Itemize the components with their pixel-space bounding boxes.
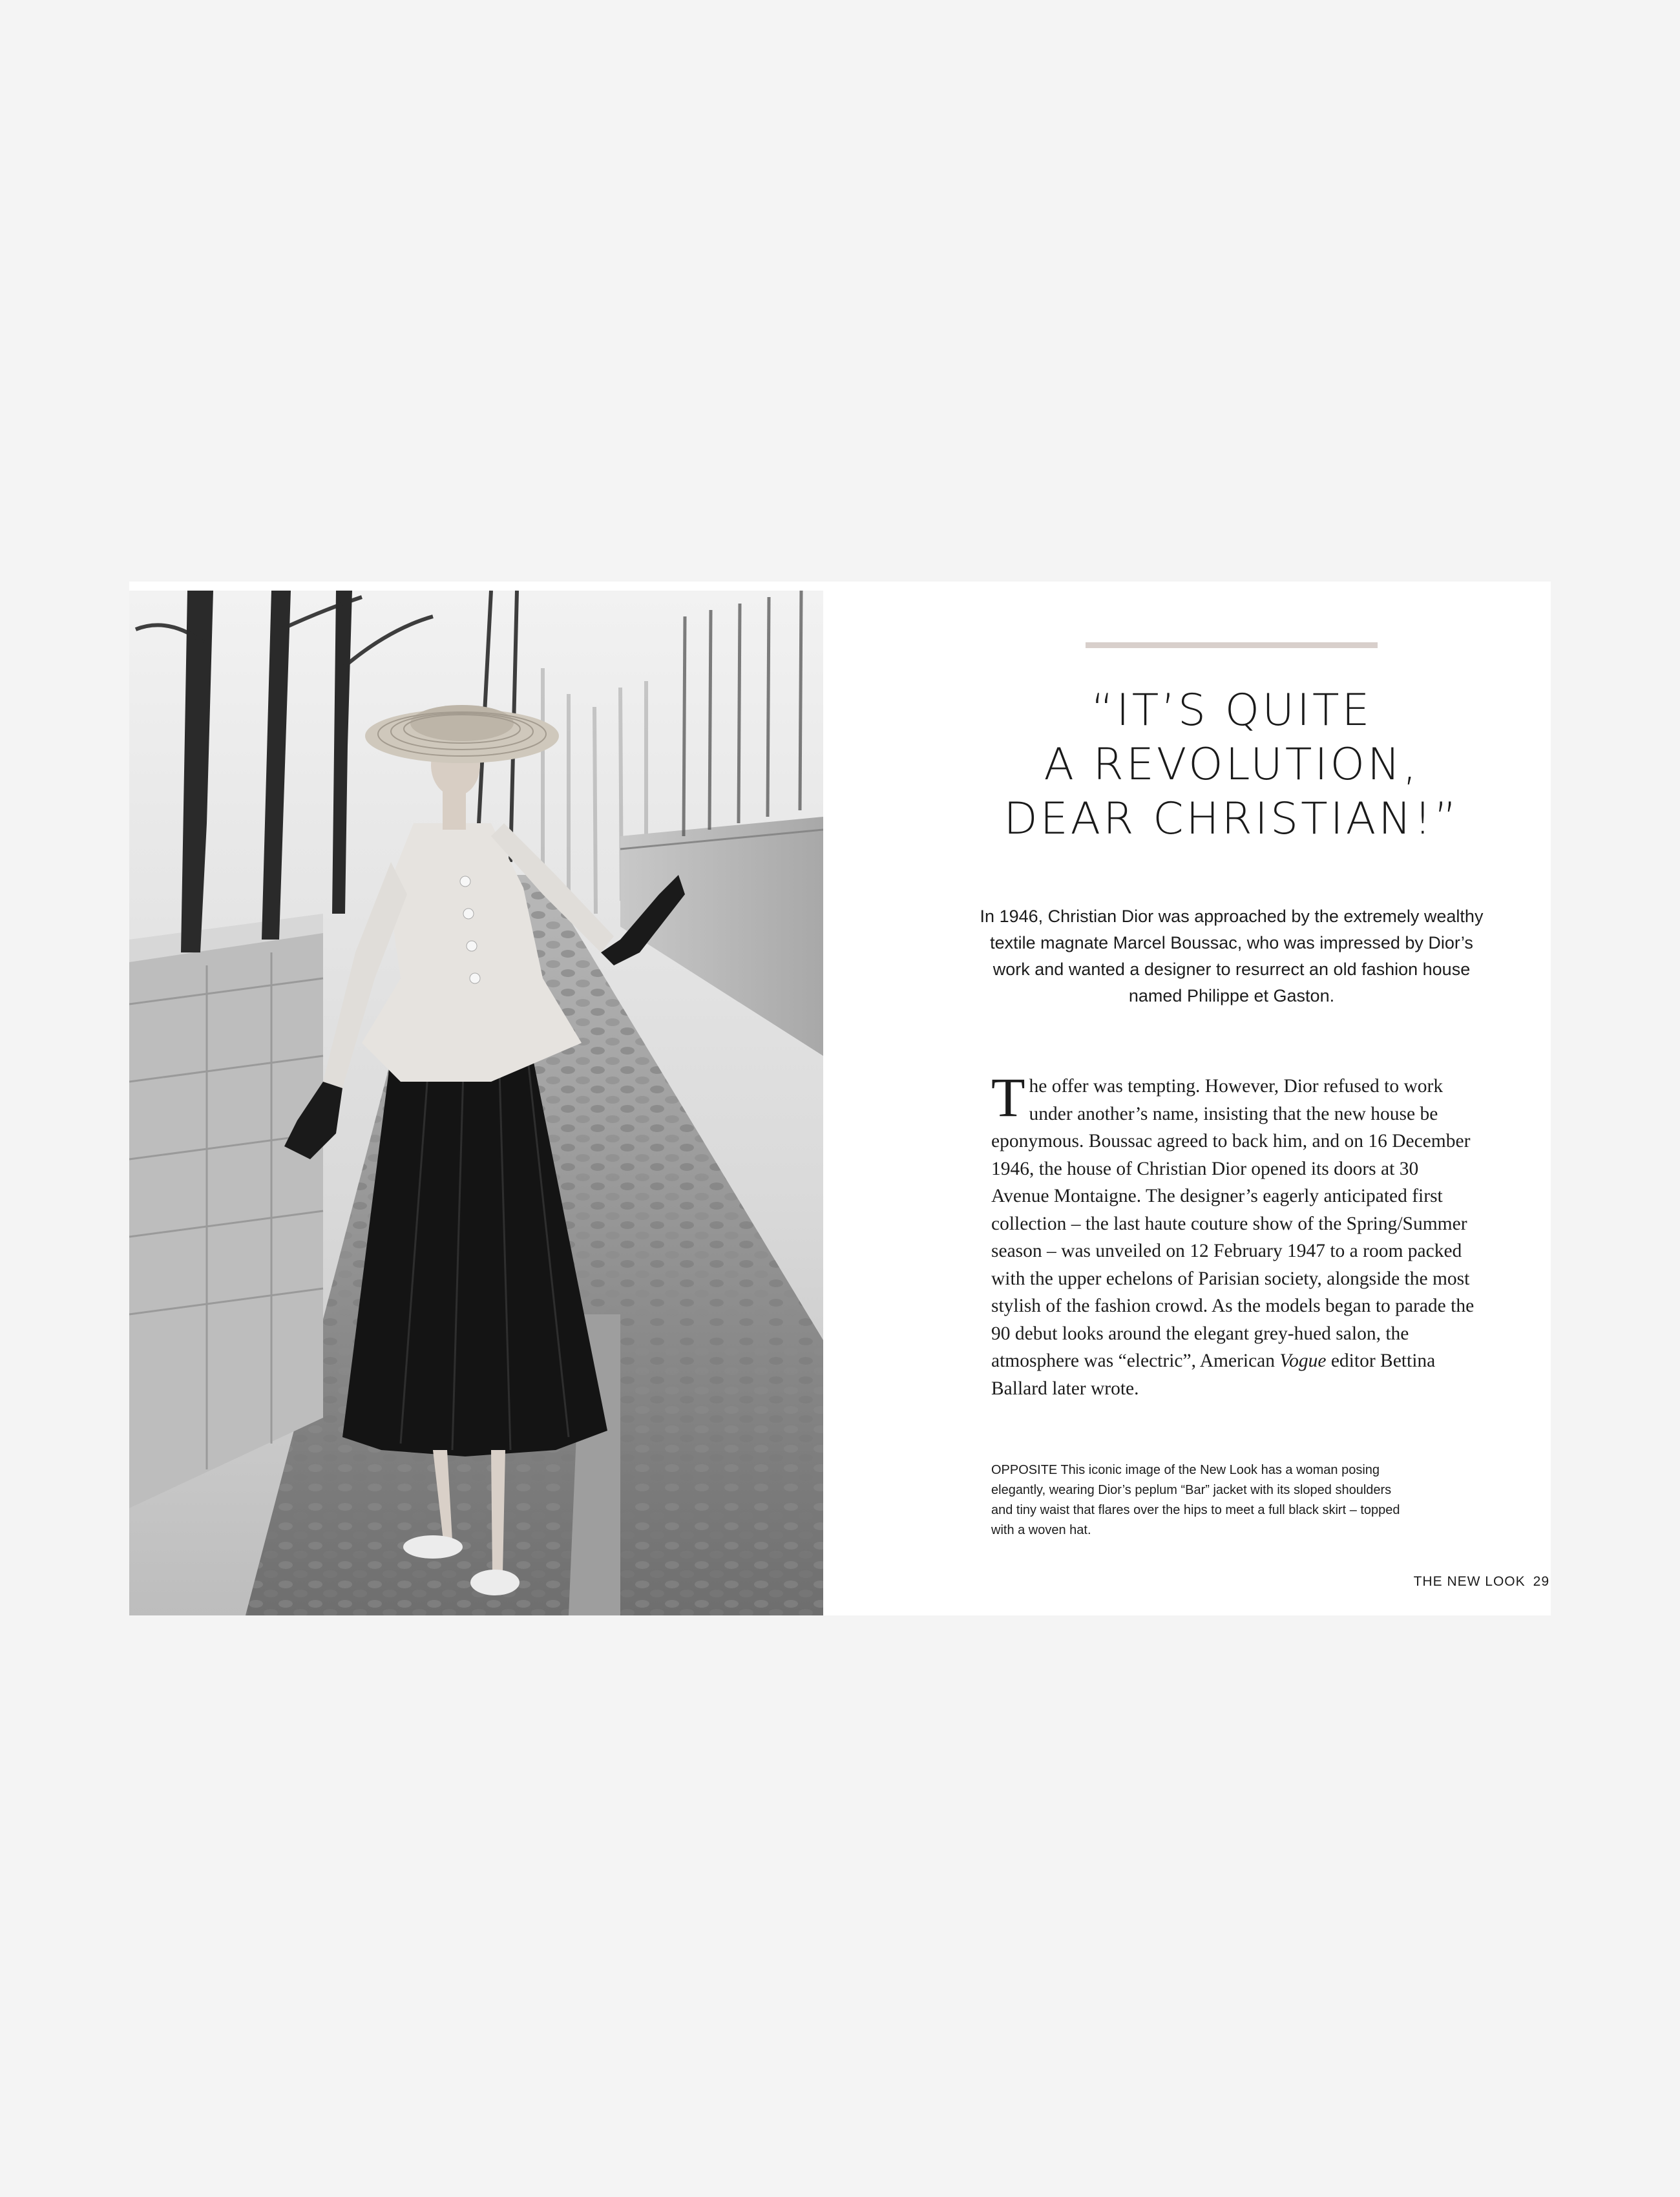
folio-page-number: 29: [1533, 1574, 1549, 1589]
headline-line-3: DEAR CHRISTIAN!”: [1003, 794, 1460, 845]
headline-line-1: “IT’S QUITE: [1091, 685, 1372, 736]
body-paragraph: [991, 1066, 1477, 1402]
body-text-italic: Vogue: [1279, 1351, 1327, 1371]
drop-cap: T: [991, 1066, 1025, 1128]
folio: [1414, 1574, 1549, 1590]
headline: [937, 684, 1526, 846]
photo-caption: OPPOSITE This iconic image of the New Look has a woman posing elegantly, wearing Dior’s peplum “Bar” jacket with its sloped shoulders and tiny waist that flares over the hips to meet a full black skirt – topped with a woven hat.: [991, 1463, 1400, 1537]
body-text-part-2: editor Bettina Ballard later wrote.: [991, 1351, 1436, 1399]
headline-line-2: A REVOLUTION,: [1044, 739, 1420, 790]
intro-paragraph: In 1946, Christian Dior was approached by the extremely wealthy textile magnate Marcel Boussac, who was impressed by Dior’s work and wanted a designer to resurrect an old fashion house named Philippe et Gaston.: [980, 907, 1484, 1005]
fashion-photograph: [129, 591, 823, 1615]
headline-rule: [1086, 642, 1378, 648]
body-text-part-1: he offer was tempting. However, Dior refused to work under another’s name, insisting that the new house be eponymous. Boussac agreed to back him, and on 16 December 1946, the house of Christian Dior opened its doors at 30 Avenue Montaigne. The designer’s eagerly anticipated first collection – the last haute couture show of the Spring/Summer season – was unveiled on 12 February 1947 to a room packed with the upper echelons of Parisian society, alongside the most stylish of the fashion crowd. As the models began to parade the 90 debut looks around the elegant grey-hued salon, the atmosphere was “electric”, American: [991, 1076, 1475, 1371]
fashion-photograph-illustration: [129, 591, 823, 1615]
folio-section: THE NEW LOOK: [1413, 1574, 1526, 1589]
book-spread: [129, 582, 1551, 1615]
